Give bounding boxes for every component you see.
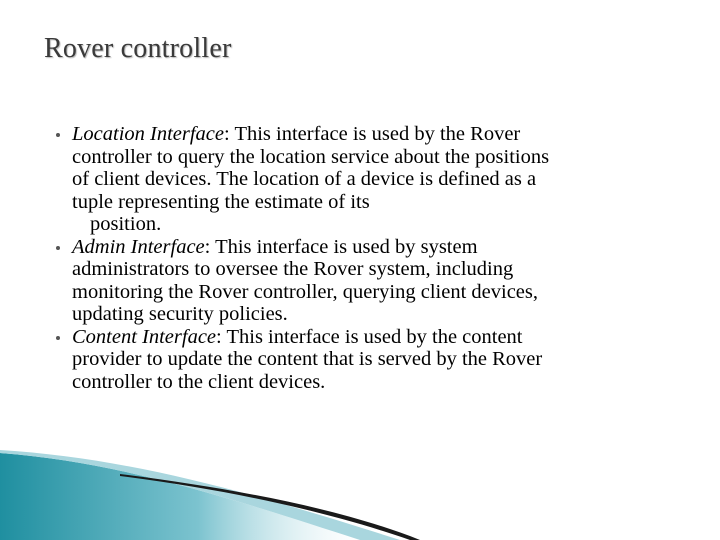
bullet-text: : This interface is used by system: [204, 235, 478, 258]
bullet-text: : This interface is used by the Rover: [224, 123, 521, 145]
swoosh-teal: [0, 453, 360, 540]
bullet-line: [72, 326, 666, 349]
slide-title: Rover controller: [44, 33, 232, 64]
bullet-line: administrators to oversee the Rover system, including: [72, 258, 514, 280]
bullet-marker: [56, 246, 60, 250]
term-location-interface: Location Interface: [72, 123, 225, 145]
bullet-line: monitoring the Rover controller, querying client devices,: [72, 280, 538, 303]
term-content-interface: Content Interface: [72, 325, 217, 348]
term-admin-interface: Admin Interface: [72, 235, 205, 258]
bullet-line: controller to the client devices.: [72, 370, 326, 393]
bullet-line: controller to query the location service about the positions: [72, 145, 550, 168]
bullet-line: updating security policies.: [72, 303, 288, 325]
bullet-line: [72, 236, 666, 259]
decorative-swoosh: [0, 450, 720, 540]
bullet-text: : This interface is used by the content: [216, 325, 523, 348]
bullet-marker: [56, 336, 60, 340]
bullet-list: [56, 123, 666, 393]
bullet-line: position.: [90, 213, 162, 235]
bullet-line: [72, 123, 666, 146]
bullet-content-interface: [56, 326, 666, 394]
bullet-admin-interface: [56, 236, 666, 326]
bullet-line: tuple representing the estimate of its: [72, 190, 370, 213]
bullet-line: provider to update the content that is served by the Rover: [72, 348, 543, 370]
bullet-location-interface: [56, 123, 666, 236]
bullet-line: of client devices. The location of a device is defined as a: [72, 168, 537, 190]
bullet-marker: [56, 133, 60, 137]
